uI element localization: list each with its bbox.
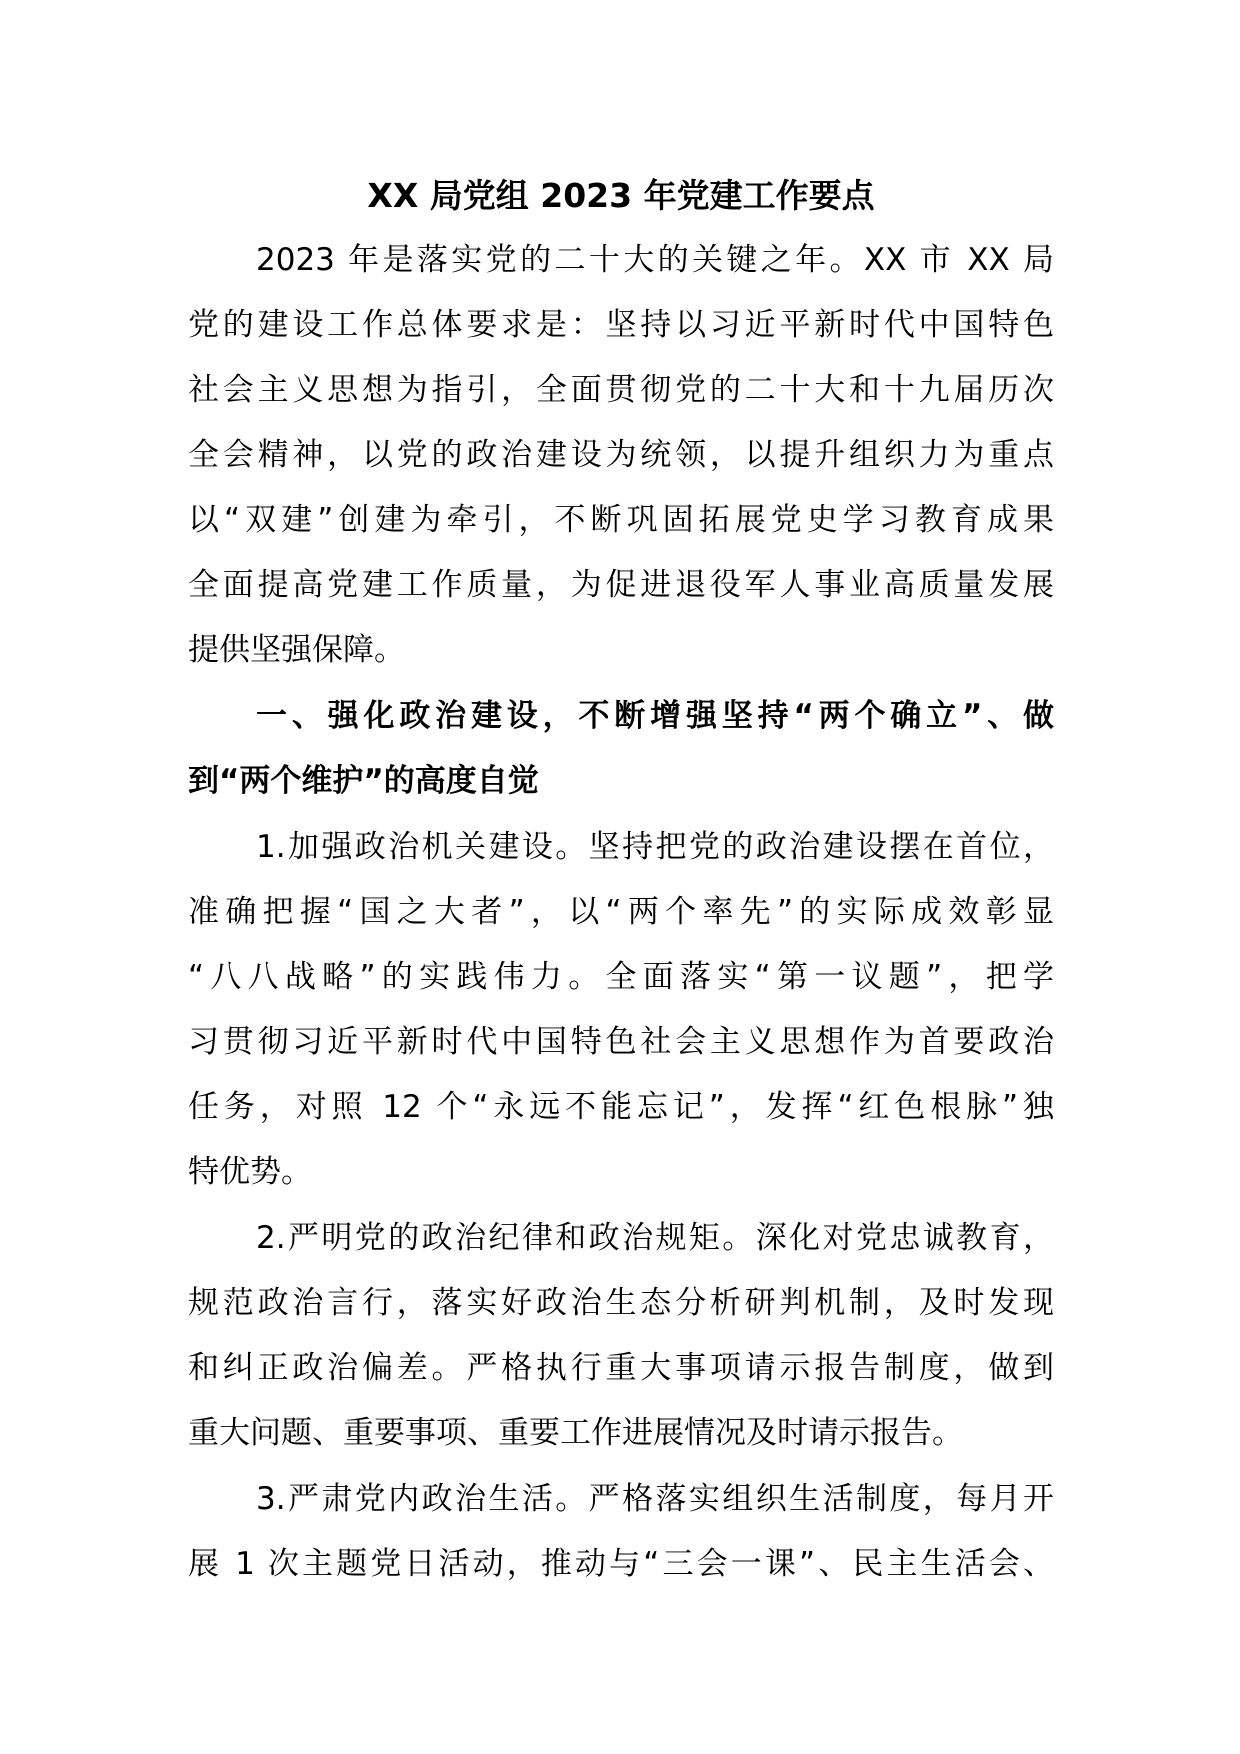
text-line: 特优势。 xyxy=(188,1154,312,1190)
section-heading xyxy=(188,684,1054,814)
text-line: 党的建设工作总体要求是：坚持以习近平新时代中国特色 xyxy=(188,307,1054,343)
text-line: 提供坚强保障。 xyxy=(188,632,405,668)
text-line: 重大问题、重要事项、重要工作进展情况及时请示报告。 xyxy=(188,1415,963,1451)
text-line: 习贯彻习近平新时代中国特色社会主义思想作为首要政治 xyxy=(188,1024,1054,1060)
text-line: 以“双建”创建为牵引，不断巩固拓展党史学习教育成果 xyxy=(188,502,1054,538)
document-title: XX 局党组 2023 年党建工作要点 xyxy=(367,176,875,215)
item-paragraph-3 xyxy=(188,1467,1054,1597)
heading-line: 一、强化政治建设，不断增强坚持“两个确立”、做 xyxy=(256,698,1054,734)
text-line: 社会主义思想为指引，全面贯彻党的二十大和十九届历次 xyxy=(188,372,1054,408)
text-line: 2.严明党的政治纪律和政治规矩。深化对党忠诚教育， xyxy=(256,1220,1054,1256)
text-line: 全面提高党建工作质量，为促进退役军人事业高质量发展 xyxy=(188,567,1054,603)
text-line: 任务，对照 12 个“永远不能忘记”，发挥“红色根脉”独 xyxy=(188,1089,1054,1125)
text-line: 3.严肃党内政治生活。严格落实组织生活制度，每月开 xyxy=(256,1481,1054,1517)
text-line: 规范政治言行，落实好政治生态分析研判机制，及时发现 xyxy=(188,1285,1054,1321)
text-line: 2023 年是落实党的二十大的关键之年。XX 市 XX 局 xyxy=(256,242,1054,278)
text-line: 1.加强政治机关建设。坚持把党的政治建设摆在首位， xyxy=(256,829,1054,865)
text-line: “八八战略”的实践伟力。全面落实“第一议题”，把学 xyxy=(188,959,1054,995)
intro-paragraph xyxy=(188,228,1054,683)
heading-line: 到“两个维护”的高度自觉 xyxy=(188,763,539,799)
document-page xyxy=(188,163,1054,1598)
text-line: 和纠正政治偏差。严格执行重大事项请示报告制度，做到 xyxy=(188,1350,1054,1386)
text-line: 展 1 次主题党日活动，推动与“三会一课”、民主生活会、 xyxy=(188,1546,1054,1582)
item-paragraph-1 xyxy=(188,815,1054,1205)
item-paragraph-2 xyxy=(188,1206,1054,1466)
text-line: 准确把握“国之大者”，以“两个率先”的实际成效彰显 xyxy=(188,894,1054,930)
text-line: 全会精神，以党的政治建设为统领，以提升组织力为重点 xyxy=(188,437,1054,473)
